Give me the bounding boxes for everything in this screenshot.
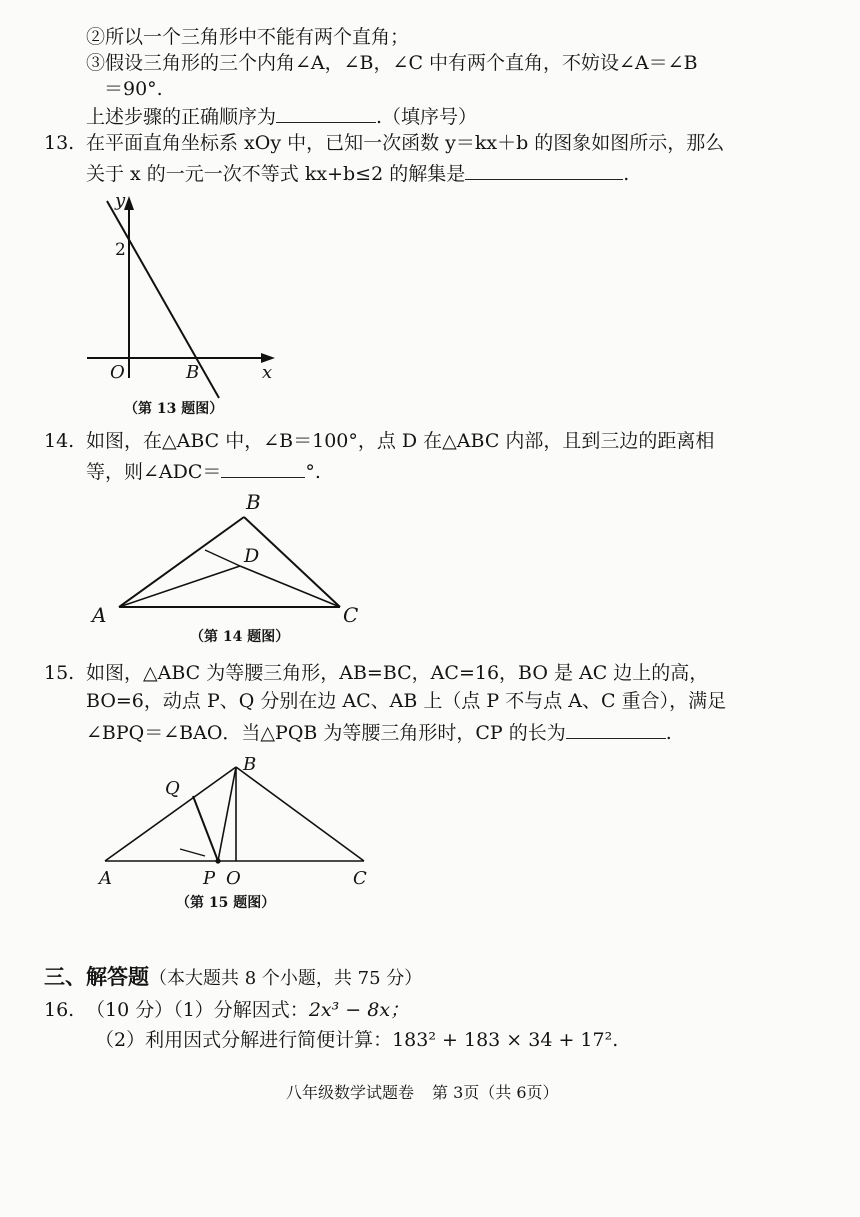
footer-title: 八年级数学试题卷 <box>286 1083 415 1102</box>
q15-label-b: B <box>243 754 257 775</box>
q15-point-p <box>215 858 220 863</box>
q12-step3-line2: ＝90°. <box>104 78 163 100</box>
q16-part1-prefix: （1）分解因式： <box>173 999 309 1021</box>
q15-line3-suffix: . <box>665 722 672 744</box>
q14-number: 14. <box>44 430 75 452</box>
q16-number: 16. <box>44 999 75 1021</box>
q14-line1: 如图，在△ABC 中，∠B＝100°，点 D 在△ABC 内部，且到三边的距离相 <box>86 430 715 452</box>
q15-label-q: Q <box>165 778 180 799</box>
q12-order-prompt: 上述步骤的正确顺序为 <box>86 106 277 128</box>
q15-line1: 如图，△ABC 为等腰三角形，AB=BC，AC=16，BO 是 AC 边上的高， <box>86 662 709 684</box>
q15-caption: （第 15 题图） <box>176 895 276 911</box>
q16-part1-expr: 2x³ − 8x； <box>308 999 410 1021</box>
q15-mark <box>180 849 205 856</box>
q14-line2-suffix: °. <box>305 461 321 483</box>
q12-step2: ②所以一个三角形中不能有两个直角； <box>86 26 410 48</box>
q16-part2 <box>95 1031 618 1050</box>
q16-part2-prefix: （2）利用因式分解进行简便计算： <box>95 1029 393 1051</box>
q12-step3-line1: ③假设三角形的三个内角∠A，∠B，∠C 中有两个直角，不妨设∠A＝∠B <box>86 52 698 74</box>
q12-order-suffix: .（填序号） <box>376 106 478 128</box>
q14-caption: （第 14 题图） <box>190 629 290 645</box>
q14-label-c: C <box>343 603 359 627</box>
q15-number: 15. <box>44 662 75 684</box>
q13-line2-text: 关于 x 的一元一次不等式 kx+b≤2 的解集是 <box>86 163 466 185</box>
q13-number: 13. <box>44 132 75 154</box>
q15-label-o: O <box>226 868 241 889</box>
q15-line2: BO=6，动点 P、Q 分别在边 AC、AB 上（点 P 不与点 A、C 重合），满足 <box>86 690 727 712</box>
q15-side-bc <box>236 767 364 861</box>
q15-segment-pq <box>193 796 218 861</box>
section3-note: （本大题共 8 个小题，共 75 分） <box>149 968 423 989</box>
footer-page: 第 3页（共 6页） <box>432 1083 559 1102</box>
section3-title: 三、解答题 <box>44 964 149 989</box>
q15-label-c: C <box>353 868 367 889</box>
q13-label-intercept: 2 <box>115 240 126 260</box>
section3-heading <box>44 966 422 988</box>
q15-segment-bp <box>218 767 236 861</box>
q14-label-d: D <box>244 545 260 567</box>
q13-line1: 在平面直角坐标系 xOy 中，已知一次函数 y＝kx＋b 的图象如图所示，那么 <box>86 132 725 154</box>
q16-points: （10 分） <box>86 999 174 1021</box>
q14-label-a: A <box>92 603 107 627</box>
q14-line2-prefix: 等，则∠ADC＝ <box>86 461 222 483</box>
q13-label-y: y <box>115 190 126 211</box>
q13-caption: （第 13 题图） <box>124 401 224 417</box>
q15-label-p: P <box>203 868 216 889</box>
q13-line2-suffix: . <box>623 163 630 185</box>
q14-label-b: B <box>246 490 261 514</box>
q13-label-b: B <box>186 362 200 383</box>
q15-line3-prefix: ∠BPQ＝∠BAO．当△PQB 为等腰三角形时，CP 的长为 <box>86 722 566 744</box>
q16-part1 <box>86 1001 409 1020</box>
q16-part2-expr: 183² + 183 × 34 + 17². <box>392 1029 619 1051</box>
q13-label-o: O <box>110 362 125 383</box>
q13-label-x: x <box>262 362 273 383</box>
q15-label-a: A <box>99 868 112 889</box>
